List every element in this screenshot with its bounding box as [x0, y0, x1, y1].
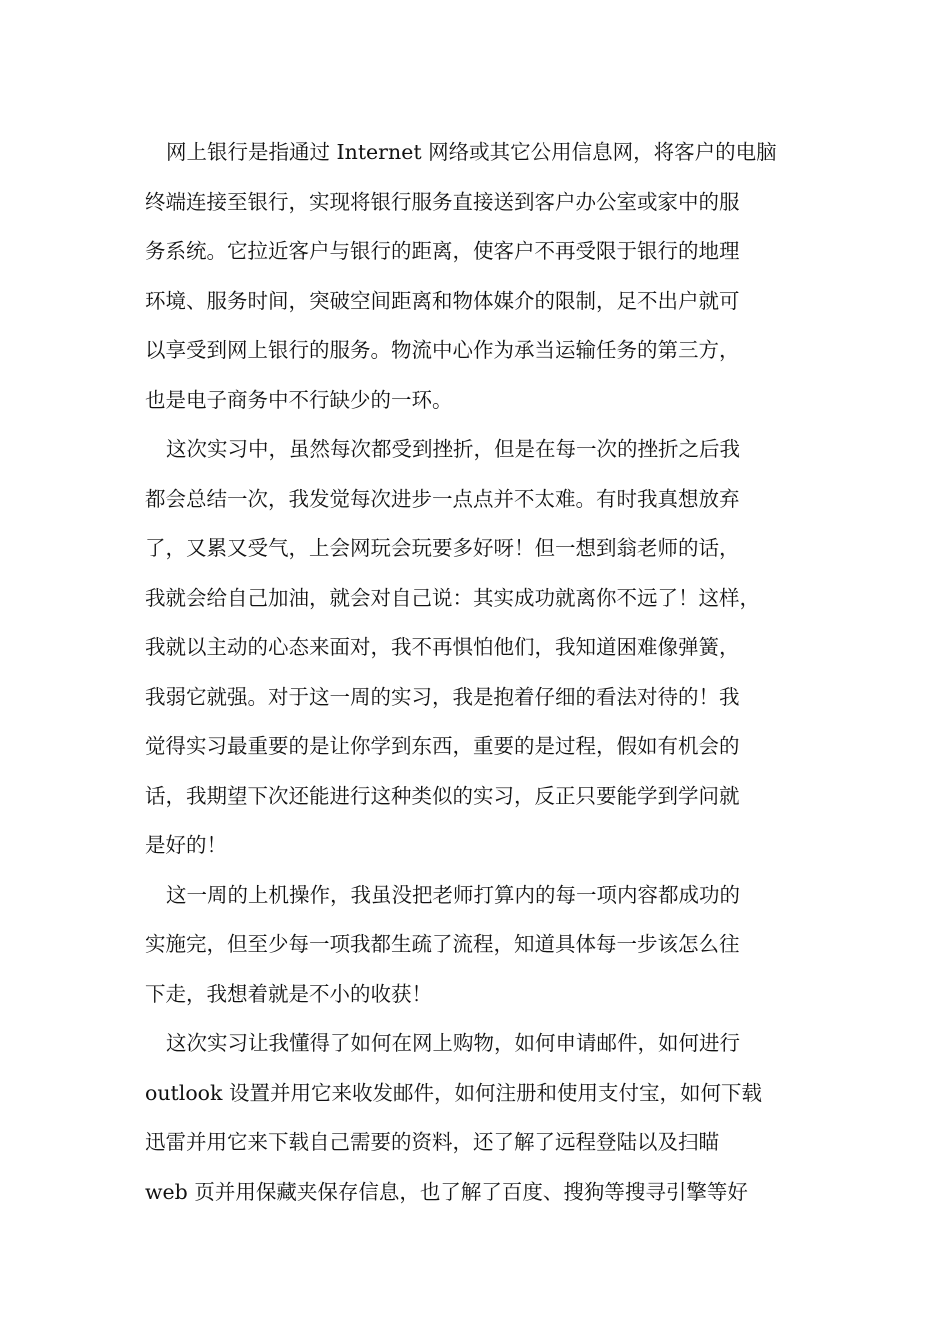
paragraph-online-banking	[145, 128, 825, 425]
paragraph-computer-practice	[145, 871, 825, 1020]
document-body	[145, 128, 825, 1217]
text-line: 了，又累又受气，上会网玩会玩要多好呀！但一想到翁老师的话，	[145, 536, 740, 560]
text-line: 都会总结一次，我发觉每次进步一点点并不太难。有时我真想放弃	[145, 486, 740, 511]
text-line: 终端连接至银行，实现将银行服务直接送到客户办公室或家中的服	[145, 189, 740, 214]
text-line: 我弱它就强。对于这一周的实习，我是抱着仔细的看法对待的！我	[145, 684, 740, 709]
text-line: 觉得实习最重要的是让你学到东西，重要的是过程，假如有机会的	[145, 734, 740, 758]
text-line: 我就会给自己加油，就会对自己说：其实成功就离你不远了！这样，	[145, 585, 760, 610]
text-line: 务系统。它拉近客户与银行的距离，使客户不再受限于银行的地理	[145, 239, 740, 263]
text-line: 话，我期望下次还能进行这种类似的实习，反正只要能学到学问就	[145, 783, 740, 808]
text-line: 环境、服务时间，突破空间距离和物体媒介的限制，足不出户就可	[145, 288, 740, 313]
text-line: 这次实习中，虽然每次都受到挫折，但是在每一次的挫折之后我	[166, 437, 740, 461]
paragraph-skills-learned	[145, 1019, 825, 1217]
text-line: web 页并用保藏夹保存信息，也了解了百度、搜狗等搜寻引擎等好	[145, 1179, 748, 1204]
text-line: 也是电子商务中不行缺少的一环。	[145, 387, 453, 412]
text-line: 是好的！	[145, 833, 227, 857]
text-line: 网上银行是指通过 Internet 网络或其它公用信息网，将客户的电脑	[166, 140, 777, 164]
paragraph-internship-reflection	[145, 425, 825, 871]
text-line: 这一周的上机操作，我虽没把老师打算内的每一项内容都成功的	[166, 882, 740, 907]
text-line: 以享受到网上银行的服务。物流中心作为承当运输任务的第三方，	[145, 338, 740, 362]
text-line: 实施完，但至少每一项我都生疏了流程，知道具体每一步该怎么往	[145, 932, 740, 956]
text-line: 我就以主动的心态来面对，我不再惧怕他们，我知道困难像弹簧，	[145, 635, 740, 659]
text-line: 迅雷并用它来下载自己需要的资料，还了解了远程登陆以及扫瞄	[145, 1130, 719, 1154]
text-line: outlook 设置并用它来收发邮件，如何注册和使用支付宝，如何下载	[145, 1080, 762, 1105]
text-line: 下走，我想着就是不小的收获！	[145, 981, 432, 1006]
text-line: 这次实习让我懂得了如何在网上购物，如何申请邮件，如何进行	[166, 1031, 740, 1055]
